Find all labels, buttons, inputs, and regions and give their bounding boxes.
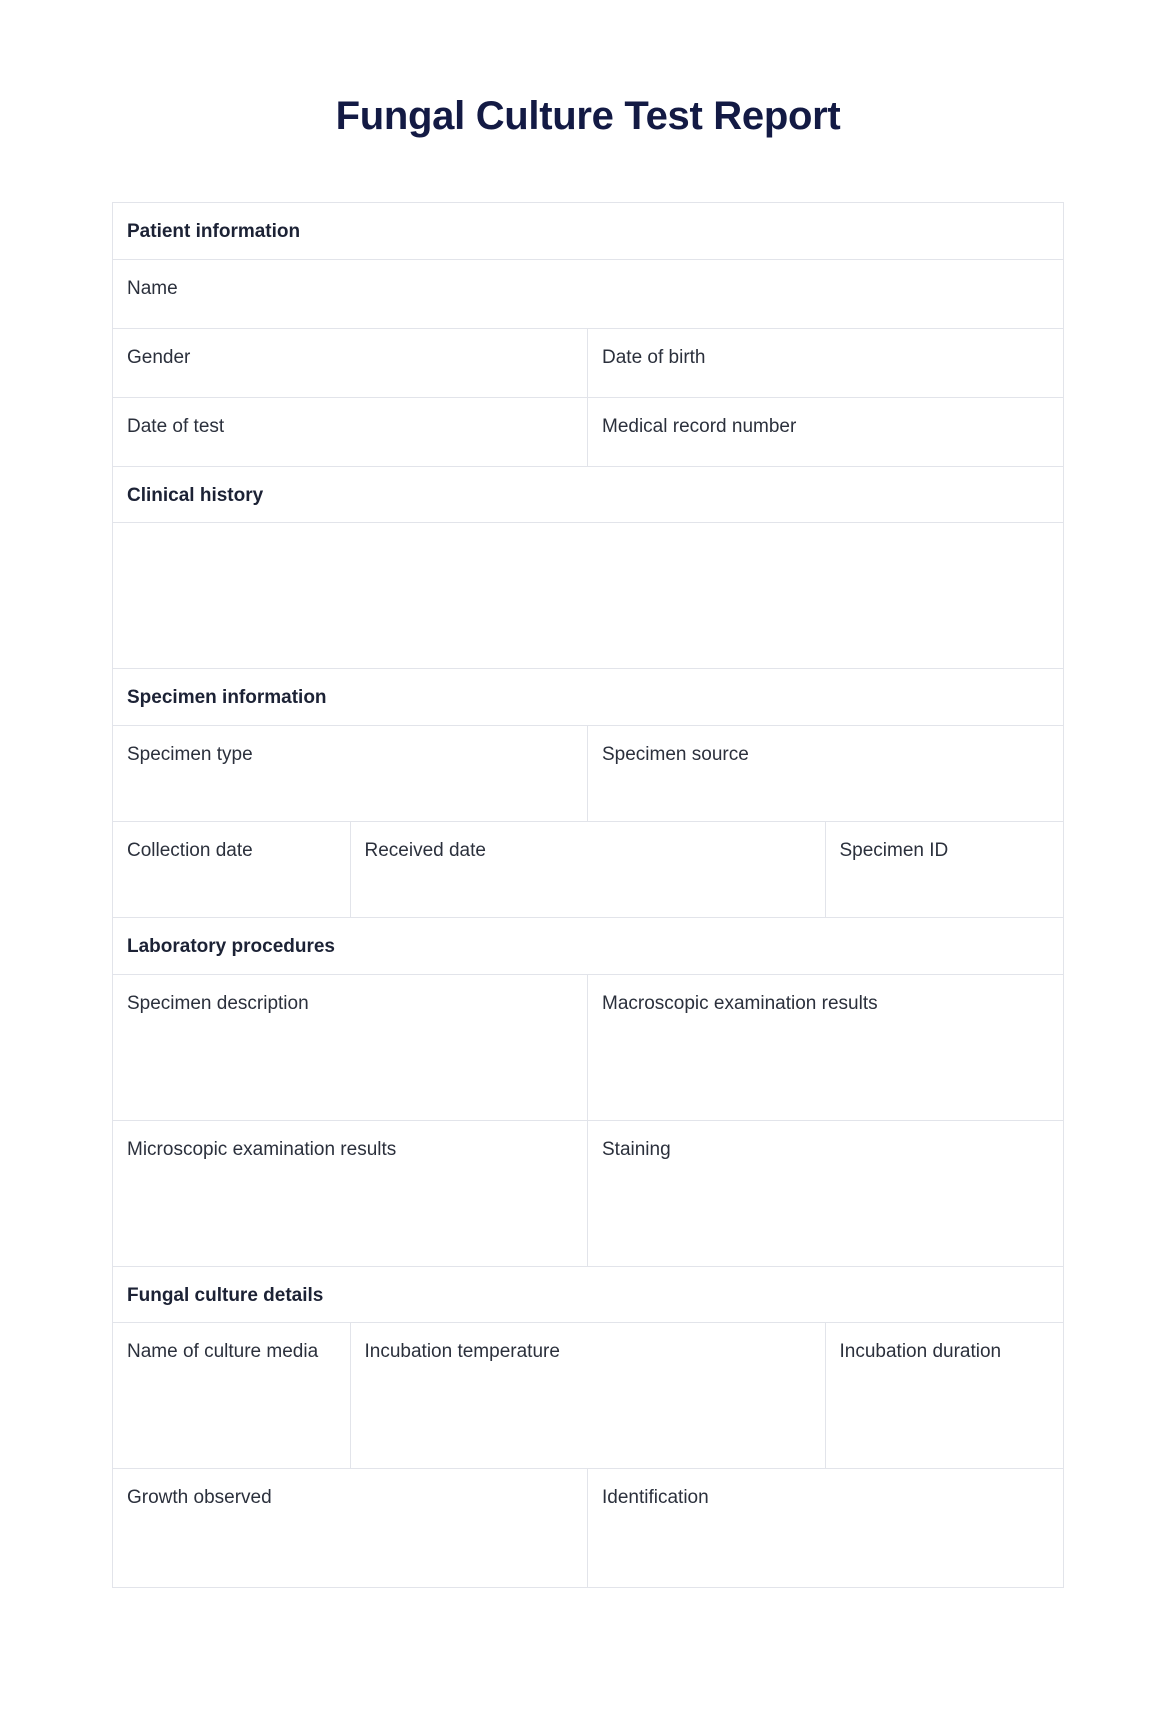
field-label-specimen-id: Specimen ID xyxy=(839,839,949,861)
section-header-clinical-history: Clinical history xyxy=(127,484,264,506)
field-label-received-date: Received date xyxy=(364,839,486,861)
field-label-staining: Staining xyxy=(602,1138,671,1160)
form-row-gender-dob xyxy=(113,329,1063,398)
field-name-of-culture-media[interactable] xyxy=(113,1323,351,1468)
field-name[interactable] xyxy=(113,260,1063,328)
document-page xyxy=(0,92,1176,1722)
field-specimen-source[interactable] xyxy=(588,726,1063,821)
field-incubation-temperature[interactable] xyxy=(351,1323,826,1468)
field-growth-observed[interactable] xyxy=(113,1469,588,1587)
form-row-clinical-history xyxy=(113,523,1063,669)
field-label-specimen-description: Specimen description xyxy=(127,992,309,1014)
field-label-date-of-birth: Date of birth xyxy=(602,346,706,368)
field-date-of-birth[interactable] xyxy=(588,329,1063,397)
section-header-laboratory-procedures: Laboratory procedures xyxy=(127,935,335,957)
field-label-macroscopic-examination-results: Macroscopic examination results xyxy=(602,992,878,1014)
section-header-row-clinical-history xyxy=(113,467,1063,524)
form-row-collection-received-id xyxy=(113,822,1063,918)
field-collection-date[interactable] xyxy=(113,822,351,917)
field-specimen-description[interactable] xyxy=(113,975,588,1120)
field-label-incubation-temperature: Incubation temperature xyxy=(364,1341,560,1363)
report-form xyxy=(112,202,1064,1588)
field-label-specimen-source: Specimen source xyxy=(602,743,749,765)
section-header-specimen-information: Specimen information xyxy=(127,687,327,709)
form-row-microscopic-staining xyxy=(113,1121,1063,1267)
section-header-patient-information: Patient information xyxy=(127,221,301,242)
field-macroscopic-examination-results[interactable] xyxy=(588,975,1063,1120)
field-label-microscopic-examination-results: Microscopic examination results xyxy=(127,1138,397,1160)
field-label-date-of-test: Date of test xyxy=(127,415,225,437)
field-incubation-duration[interactable] xyxy=(826,1323,1064,1468)
form-row-date-of-test-mrn xyxy=(113,398,1063,467)
section-header-fungal-culture-details: Fungal culture details xyxy=(127,1284,324,1306)
field-label-specimen-type: Specimen type xyxy=(127,743,253,765)
field-medical-record-number[interactable] xyxy=(588,398,1063,466)
field-specimen-id[interactable] xyxy=(826,822,1064,917)
field-clinical-history[interactable] xyxy=(113,523,1063,668)
field-label-growth-observed: Growth observed xyxy=(127,1487,272,1509)
field-label-name-of-culture-media: Name of culture media xyxy=(127,1341,319,1363)
form-row-media-temperature-duration xyxy=(113,1323,1063,1469)
field-microscopic-examination-results[interactable] xyxy=(113,1121,588,1266)
section-header-row-specimen-information xyxy=(113,669,1063,726)
page-title: Fungal Culture Test Report xyxy=(335,94,841,138)
form-row-growth-identification xyxy=(113,1469,1063,1588)
section-header-row-patient-information xyxy=(113,203,1063,260)
field-specimen-type[interactable] xyxy=(113,726,588,821)
field-label-identification: Identification xyxy=(602,1487,709,1509)
field-received-date[interactable] xyxy=(351,822,826,917)
field-label-collection-date: Collection date xyxy=(127,839,253,861)
field-identification[interactable] xyxy=(588,1469,1063,1587)
field-staining[interactable] xyxy=(588,1121,1063,1266)
form-row-specimen-type-source xyxy=(113,726,1063,822)
field-date-of-test[interactable] xyxy=(113,398,588,466)
field-gender[interactable] xyxy=(113,329,588,397)
section-header-row-laboratory-procedures xyxy=(113,918,1063,975)
section-header-row-fungal-culture-details xyxy=(113,1267,1063,1324)
field-label-incubation-duration: Incubation duration xyxy=(839,1341,1002,1363)
field-label-name: Name xyxy=(127,277,178,299)
form-row-specimen-description-macroscopic xyxy=(113,975,1063,1121)
form-row-name xyxy=(113,260,1063,329)
field-label-gender: Gender xyxy=(127,346,191,368)
field-label-medical-record-number: Medical record number xyxy=(602,415,797,437)
